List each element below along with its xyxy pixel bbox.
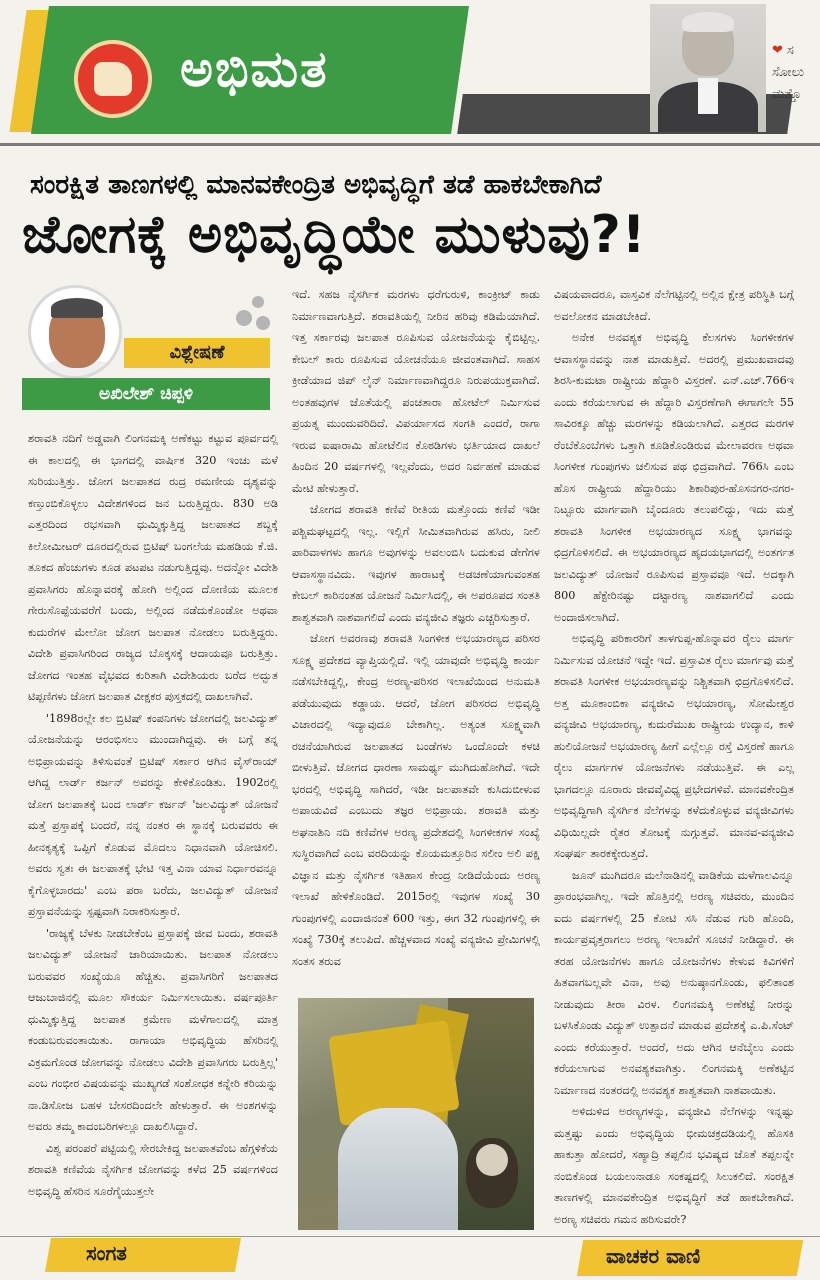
article-column-3 (554, 284, 794, 1244)
paragraph: '1898ರಲ್ಲೇ ಕಲ ಬ್ರಿಟಿಷ್ ಕಂಪನಿಗಳು ಜೋಗದಲ್ಲಿ ಜಲವಿದ್ಯುತ್ ಯೋಜನೆಯನ್ನು ಆರಂಭಿಸಲು ಮುಂದಾಗಿದ್ದವು. ಈ ಬಗ್ಗೆ ತನ್ನ ಅಭಿಪ್ರಾಯವನ್ನು ತಿಳಿಸುವಂತೆ ಬ್ರಿಟಿಷ್ ಸರ್ಕಾರ ಆಗಿನ ವೈಸ್‌ರಾಯ್ ಆಗಿದ್ದ ಲಾರ್ಡ್ ಕರ್ಜನ್ ಅವರನ್ನು ಕೇಳಿಕೊಂಡಿತು. 1902ರಲ್ಲಿ ಜೋಗ ಜಲಪಾತಕ್ಕೆ ಬಂದ ಲಾರ್ಡ್ ಕರ್ಜನ್ 'ಜಲವಿದ್ಯುತ್ ಯೋಜನೆ ಮತ್ತೆ ಪ್ರಸ್ತಾಪಕ್ಕೆ ಬಂದರೆ, ನನ್ನ ನಂತರ ಈ ಸ್ಥಾನಕ್ಕೆ ಬರುವವರು ಈ ಹೀನಕೃತ್ಯಕ್ಕೆ ಒಪ್ಪಿಗೆ ಕೊಡುವ ಮೊದಲು ನಿಧಾನವಾಗಿ ಯೋಚಿಸಲಿ. ಅವರು ಸ್ವತಃ ಈ ಜಲಪಾತಕ್ಕೆ ಭೇಟಿ ಇತ್ತ ವಿನಾ ಯಾವ ನಿರ್ಧಾರವನ್ನೂ ಕೈಗೊಳ್ಳಬಾರದು' ಎಂಬ ಪರಾ ಬರೆದು, ಜಲವಿದ್ಯುತ್ ಯೋಜನೆ ಪ್ರಸ್ತಾವನೆಯನ್ನು ಸ್ಪಷ್ಟವಾಗಿ ನಿರಾಕರಿಸುತ್ತಾರೆ. (28, 711, 278, 918)
quote-line-3: ಮತ್ತೊ (772, 87, 802, 102)
paragraph: 'ರಾಜ್ಯಕ್ಕೆ ಬೆಳಕು ನೀಡಬೇಕೆಂಬ ಪ್ರಸ್ತಾಪಕ್ಕೆ ಜೀವ ಬಂದು, ಶರಾವತಿ ಜಲವಿದ್ಯುತ್ ಯೋಜನೆ ಜಾರಿಯಾಯಿತು. ಜಲಪಾತ ನೋಡಲು ಬರುವವರ ಸಂಖ್ಯೆಯೂ ಹೆಚ್ಚಿತು. ಪ್ರವಾಸಿಗರಿಗೆ ಜಲಪಾತದ ಆಜುಬಾಜಿನಲ್ಲಿ ಮೂಲ ಸೌಕರ್ಯ ನಿರ್ಮಿಸಲಾಯಿತು. ವರ್ಷಪೂರ್ತಿ ಧುಮ್ಮಿಕ್ಕುತ್ತಿದ್ದ ಜಲಪಾತ ಕ್ರಮೇಣ ಮಳೆಗಾಲದಲ್ಲಿ ಮಾತ್ರ ಕಂಡುಬರುವಂತಾಯಿತು. ರಾಗಾಯಾ ಅಭಿವೃದ್ಧಿಯ ಹೆಸರಿನಲ್ಲಿ ವಿಕ್ರಮಗೊಂಡ ಜೋಗವನ್ನು ನೋಡಲು ವಿದೇಶಿ ಪ್ರವಾಸಿಗರು ಬರುತ್ತಿಲ್ಲ' ಎಂಬ ಗಂಭೀರ ವಿಷಯವನ್ನು ಮುಖ್ಯಗಡೆ ಸಂಶೋಧಕ ಕನ್ನೇರಿ ಕರಿಯನ್ನು ನಾ.ಡಿಸೋಜ ಬಹಳ ಬೇಸರದಿಂದಲೇ ಹೇಳುತ್ತಾರೆ. ಈ ಅಂಶಗಳನ್ನು ಅವರು ತಮ್ಮ ಕಾದಂಬರಿಗಳಲ್ಲೂ ದಾಖಲಿಸಿದ್ದಾರೆ. (28, 926, 278, 1133)
paragraph: ವಿಷಯವಾದರೂ, ವಾಸ್ತವಿಕ ನೆಲೆಗಟ್ಟಿನಲ್ಲಿ ಅಲ್ಲಿನ ಕ್ಷೇತ್ರ ಪರಿಸ್ಥಿತಿ ಬಗ್ಗೆ ಅವಲೋಕನ ಮಾಡಬೇಕಿದೆ. (554, 288, 794, 323)
article-column-1 (28, 428, 278, 1228)
article-headline: ಜೋಗಕ್ಕೆ ಅಭಿವೃದ್ಧಿಯೇ ಮುಳುವು?! (22, 205, 647, 265)
footer-section-sangata: ಸಂಗತ (86, 1241, 127, 1265)
masthead-divider (0, 143, 820, 146)
section-title: ಅಭಿಮತ (180, 40, 329, 98)
paragraph: ಜೂನ್ ಮುಗಿದರೂ ಮಲೆನಾಡಿನಲ್ಲಿ ವಾಡಿಕೆಯ ಮಳೆಗಾಲವಿನ್ನೂ ಪ್ರಾರಂಭವಾಗಿಲ್ಲ. ಇದೇ ಹೊತ್ತಿನಲ್ಲಿ ಅರಣ್ಯ ಸಚಿವರು, ಮುಂದಿನ ಐದು ವರ್ಷಗಳಲ್ಲಿ 25 ಕೋಟಿ ಸಸಿ ನೆಡುವ ಗುರಿ ಹೊಂದಿ, ಕಾರ್ಯಪ್ರವೃತ್ತರಾಗಲು ಅರಣ್ಯ ಇಲಾಖೆಗೆ ಸೂಚನೆ ನೀಡಿದ್ದಾರೆ. ಈ ತರಹ ಯೋಜನೆಗಳು ಹಾಗೂ ಯೋಜನೆಗಳು ಕೇಳುವ ಕಿವಿಗಳಿಗೆ ಹಿತವಾಗಬಲ್ಲವೇ ವಿನಾ, ಅವು ಅನುಷ್ಠಾನಗೊಂಡು, ಫಲಿತಾಂಶ ನೀಡುವುದು ತೀರಾ ವಿರಳ. ಲಿಂಗನಮಕ್ಕಿ ಅಣೆಕಟ್ಟೆ ನೀರನ್ನು ಬಳಸಿಕೊಂಡು ವಿದ್ಯುತ್ ಉತ್ಪಾದನೆ ಮಾಡುವ ಪ್ರದೇಶಕ್ಕೆ ಎ.ಪಿ.ಸೆಂಟ್ ಎಂದು ಕರೆಯುತ್ತಾರೆ. ಅಂದರೆ, ಅದು ಆಗಿನ ಆನೆಬೈಲು ಎಂದು ಕರೆಯಲಾಗುವ ಅನವಶ್ಯಕವಾಗಿತ್ತು. ಲಿಂಗನಮಕ್ಕಿ ಅಣೆಕಟ್ಟಿನ ನಿರ್ಮಾಣದ ನಂತರದಲ್ಲಿ ಅನವಶ್ಯಕ ಶಾಶ್ವತವಾಗಿ ನಾಶವಾಯಿತು. (554, 868, 794, 1097)
article-photo (298, 998, 534, 1230)
analysis-label: ವಿಶ್ಲೇಷಣೆ (124, 338, 270, 368)
quote-author-photo (650, 4, 766, 132)
quote-line-1: ಸ (787, 43, 794, 58)
footer-section-readers-voice: ವಾಚಕರ ವಾಣಿ (606, 1244, 701, 1268)
paragraph: ಅನೇಕ ಅನವಶ್ಯಕ ಅಭಿವೃದ್ಧಿ ಕೆಲಸಗಳು ಸಿಂಗಳೀಕಗಳ ಆವಾಸಸ್ಥಾನವನ್ನು ನಾಶ ಮಾಡುತ್ತಿವೆ. ಅದರಲ್ಲಿ ಪ್ರಮುಖವಾದವು ಶಿರಸಿ-ಕುಮಟಾ ರಾಷ್ಟ್ರೀಯ ಹೆದ್ದಾರಿ ವಿಸ್ತರಣೆ. ಎನ್.ಎಚ್.766ಇ ಎಂದು ಕರೆಯಲಾಗುವ ಈ ಹೆದ್ದಾರಿ ವಿಸ್ತರಣೆಗಾಗಿ ಈಗಾಗಲೇ 55 ಸಾವಿರಕ್ಕೂ ಹೆಚ್ಚು ಮರಗಳನ್ನು ಕಡಿಯಲಾಗಿದೆ. ಎತ್ತರದ ಮರಗಳ ರೆಂಬೆಕೊಂಬೆಗಳು ಒತ್ತಾಗಿ ಕೂಡಿಕೊಂಡಿರುವ ಮೇಲಾವರಣ ಅಥವಾ ಸಿಂಗಳೀಕ ಗುಂಪುಗಳು ಚಲಿಸುವ ಪಥ ಛಿದ್ರವಾಗಿದೆ. 766ಸಿ ಎಂಬ ಹೊಸ ರಾಷ್ಟ್ರೀಯ ಹೆದ್ದಾರಿಯು ಶಿಕಾರಿಪುರ-ಹೊಸನಗರ-ನಗರ-ನಿಟ್ಟೂರು ಮಾರ್ಗವಾಗಿ ಬೈಂದೂರು ತಲುಪಲಿದ್ದು, ಇದು ಮತ್ತೆ ಶರಾವತಿ ಸಿಂಗಳೀಕ ಅಭಯಾರಣ್ಯದ ಸೂಕ್ಷ್ಮ ಭಾಗವನ್ನು ಛಿದ್ರಗೊಳಿಸಲಿದೆ. ಈ ಅಭಯಾರಣ್ಯದ ಹೃದಯಭಾಗದಲ್ಲಿ ಅಂತರ್ಗತ ಜಲವಿದ್ಯುತ್ ಯೋಜನೆ ರೂಪಿಸುವ ಪ್ರಸ್ತಾವವೂ ಇದೆ. ಅದಕ್ಕಾಗಿ 800 ಹೆಕ್ಟೇರಿನಷ್ಟು ದಟ್ಟಾರಣ್ಯ ನಾಶವಾಗಲಿದೆ ಎಂದು ಅಂದಾಜಿಸಲಾಗಿದೆ. (554, 331, 794, 624)
paragraph: ಅಳಿದುಳಿದ ಅರಣ್ಯಗಳನ್ನು, ವನ್ಯಜೀವಿ ನೆಲೆಗಳನ್ನು ಇನ್ನಷ್ಟು ಮತ್ತಷ್ಟು ಎಂದು ಅಭಿವೃದ್ಧಿಯ ಭೀಮಚಕ್ರದಡಿಯಲ್ಲಿ ಹೊಸಕಿ ಹಾಕುತ್ತಾ ಹೋದರೆ, ಸಹ್ಯಾದ್ರಿ ತಪ್ಪಲಿನ ಭವಿಷ್ಯದ ಜೊತೆ ತಪ್ಪಲನ್ನೇ ನಂಬಿಕೊಂಡ ಬಯಲುನಾಡೂ ಸಂಕಷ್ಟದಲ್ಲಿ ಸಿಲುಕಲಿದೆ. ಸಂರಕ್ಷಿತ ತಾಣಗಳಲ್ಲಿ ಮಾನವಕೇಂದ್ರಿತ ಅಭಿವೃದ್ಧಿಗೆ ತಡೆ ಹಾಕಬೇಕಾಗಿದೆ. ಅರಣ್ಯ ಸಚಿವರು ಗಮನ ಹರಿಸುವರೇ? (554, 1105, 794, 1226)
paragraph: ಶರಾವತಿ ನದಿಗೆ ಅಡ್ಡವಾಗಿ ಲಿಂಗನಮಕ್ಕಿ ಅಣೆಕಟ್ಟು ಕಟ್ಟುವ ಪೂರ್ವದಲ್ಲಿ ಈ ಕಾಲದಲ್ಲಿ ಈ ಭಾಗದಲ್ಲಿ ವಾರ್ಷಿಕ 320 ಇಂಚು ಮಳೆ ಸುರಿಯುತ್ತಿತ್ತು. ಜೋಗ ಜಲಪಾತದ ರುದ್ರ ರಮಣೀಯ ದೃಶ್ಯವನ್ನು ಕಣ್ತುಂಬಿಕೊಳ್ಳಲು ವಿದೇಶಗಳಿಂದ ಜನ ಬರುತ್ತಿದ್ದರು. 830 ಅಡಿ ಎತ್ತರದಿಂದ ರಭಸವಾಗಿ ಧುಮ್ಮಿಕ್ಕುತ್ತಿದ್ದ ಜಲಪಾತದ ಶಬ್ದಕ್ಕೆ ಕಿಲೋಮೀಟರ್ ದೂರದಲ್ಲಿರುವ ಬ್ರಿಟಿಷ್ ಬಂಗಲೆಯ ಮಹಡಿಯ ಕೆ.ಜಿ. ತೂಕದ ಹೆಂಚುಗಳು ಕೂಡ ಪಟಪಟ ನಡುಗುತ್ತಿದ್ದವು. ಅದನ್ನೋ ವಿದೇಶಿ ಪ್ರವಾಸಿಗರು ಹೊನ್ನಾವರಕ್ಕೆ ಹೋಗಿ ಅಲ್ಲಿಂದ ದೋಣಿಯ ಮೂಲಕ ಗೇರುಸೊಪ್ಪೆಯವರೆಗೆ ಬಂದು, ಅಲ್ಲಿಂದ ನಡೆದುಕೊಂಡೋ ಅಥವಾ ಕುದುರೆಗಳ ಮೇಲೋ ಜೋಗ ಜಲಪಾತ ನೋಡಲು ಬರುತ್ತಿದ್ದರು. ವಿದೇಶಿ ಪ್ರವಾಸಿಗರಿಂದ ರಾಜ್ಯದ ಬೊಕ್ಕಸಕ್ಕೆ ಆದಾಯವೂ ಬರುತ್ತಿತ್ತು. ಜೋಗದ ಇಂತಹ ವೈಭವದ ಕುರಿತಾಗಿ ವಿದೇಶಿಯರು ಬರೆದ ಅದ್ಭುತ ಟಿಪ್ಪಣಿಗಳು ಜೋಗ ಜಲಪಾತ ವೀಕ್ಷಕರ ಪುಸ್ತಕದಲ್ಲಿ ದಾಖಲಾಗಿವೆ. (28, 432, 278, 703)
author-name: ಅಖಿಲೇಶ್ ಚಿಪ್ಪಳಿ (22, 378, 270, 410)
paragraph: ಅಭಿವೃದ್ಧಿ ಪರಿಕಾರರಿಗೆ ತಾಳಗುಪ್ಪ-ಹೊನ್ನಾವರ ರೈಲು ಮಾರ್ಗ ನಿರ್ಮಿಸುವ ಯೋಚನೆ ಇದ್ದೇ ಇದೆ. ಪ್ರಸ್ತಾವಿತ ರೈಲು ಮಾರ್ಗವು ಮತ್ತೆ ಶರಾವತಿ ಸಿಂಗಳೀಕ ಅಭಯಾರಣ್ಯವನ್ನು ನಿಶ್ಚಿತವಾಗಿ ಛಿದ್ರಗೊಳಿಸಲಿದೆ. ಅತ್ತ ಮೂಕಾಂಬಿಕಾ ವನ್ಯಜೀವಿ ಅಭಯಾರಣ್ಯ, ಸೋಮೇಶ್ವರ ವನ್ಯಜೀವಿ ಅಭಯಾರಣ್ಯ, ಕುದುರೆಮುಖ ರಾಷ್ಟ್ರೀಯ ಉದ್ಯಾನ, ಕಾಳಿ ಹುಲಿಯೋಜನೆ ಅಭಯಾರಣ್ಯ ಹೀಗೆ ಎಲ್ಲೆಲ್ಲೂ ರಸ್ತೆ ವಿಸ್ತರಣೆ ಹಾಗೂ ರೈಲು ಮಾರ್ಗಗಳ ಯೋಜನೆಗಳು ನಡೆಯುತ್ತಿವೆ. ಈ ಎಲ್ಲ ಭಾಗದಲ್ಲೂ ನೂರಾರು ಜೀವವೈವಿಧ್ಯ ಪ್ರಭೇದಗಳಿವೆ. ಮಾನವಕೇಂದ್ರಿತ ಅಭಿವೃದ್ಧಿಗಾಗಿ ನೈಸರ್ಗಿಕ ನೆಲೆಗಳನ್ನು ಕಳೆದುಕೊಳ್ಳುವ ವನ್ಯಜೀವಿಗಳು ವಿಧಿಯಿಲ್ಲದೇ ರೈತರ ತೋಟಕ್ಕೆ ನುಗ್ಗುತ್ತವೆ. ಮಾನವ-ವನ್ಯಜೀವಿ ಸಂಘರ್ಷ ತಾರಕಕ್ಕೇರುತ್ತದೆ. (554, 632, 794, 860)
newspaper-logo-icon (74, 40, 152, 118)
daily-quote (772, 40, 820, 106)
author-avatar (28, 285, 122, 379)
paragraph: ಜೋಗದ ಶರಾವತಿ ಕಣಿವೆ ರೀತಿಯ ಮತ್ತೊಂದು ಕಣಿವೆ ಇಡೀ ಪಶ್ಚಿಮಘಟ್ಟದಲ್ಲಿ ಇಲ್ಲ. ಇಲ್ಲಿಗೆ ಸೀಮಿತವಾಗಿರುವ ಹಸಿರು, ನೀಲಿ ಪಾರಿವಾಳಗಳು ಹಾಗೂ ಅವುಗಳನ್ನು ಅವಲಂಬಿಸಿ ಬದುಕುವ ಡೇಗೆಗಳ ಆವಾಸಸ್ಥಾನವಿದು. ಇವುಗಳ ಹಾರಾಟಕ್ಕೆ ಅಡಚಣೆಯಾಗುವಂತಹ ಕೇಬಲ್ ಕಾರಿನಂತಹ ಯೋಜನೆ ನಿರ್ಮಿಸಿದಲ್ಲಿ, ಈ ಅಪರೂಪದ ಸಂತತಿ ಶಾಶ್ವತವಾಗಿ ನಾಶವಾಗಲಿದೆ ಎಂದು ವನ್ಯಜೀವಿ ತಜ್ಞರು ಎಚ್ಚರಿಸುತ್ತಾರೆ. (292, 503, 540, 624)
quote-line-2: ಸೋಲು (772, 65, 805, 80)
article-column-2 (292, 284, 540, 970)
masthead (0, 0, 820, 140)
article-kicker: ಸಂರಕ್ಷಿತ ತಾಣಗಳಲ್ಲಿ ಮಾನವಕೇಂದ್ರಿತ ಅಭಿವೃದ್ಧಿಗೆ ತಡೆ ಹಾಕಬೇಕಾಗಿದೆ (30, 170, 602, 200)
paragraph: ಜೋಗ ಅವರಣವು ಶರಾವತಿ ಸಿಂಗಳೀಕ ಅಭಯಾರಣ್ಯದ ಪರಿಸರ ಸೂಕ್ಷ್ಮ ಪ್ರದೇಶದ ವ್ಯಾಪ್ತಿಯಲ್ಲಿದೆ. ಇಲ್ಲಿ ಯಾವುದೇ ಅಭಿವೃದ್ಧಿ ಕಾರ್ಯ ನಡೆಸಬೇಕಿದ್ದಲ್ಲಿ, ಕೇಂದ್ರ ಅರಣ್ಯ-ಪರಿಸರ ಇಲಾಖೆಯಿಂದ ಅನುಮತಿ ಪಡೆಯುವುದು ಕಡ್ಡಾಯ. ಆದರೆ, ಜೋಗ ಪರಿಸರದ ಅಭಿವೃದ್ಧಿ ವಿಚಾರದಲ್ಲಿ ಇದ್ಯಾವುದೂ ಬೇಕಾಗಿಲ್ಲ. ಅತ್ಯಂತ ಸೂಕ್ಷ್ಮವಾಗಿ ರಚನೆಯಾಗಿರುವ ಜಲಪಾತದ ಬಂಡೆಗಳು ಒಂದೊಂದೇ ಕಳಚಿ ಬೀಳುತ್ತಿವೆ. ಜೋಗದ ಧಾರಣಾ ಸಾಮರ್ಥ್ಯ ಮುಗಿದುಹೋಗಿದೆ. ಇದೇ ಭರದಲ್ಲಿ ಅಭಿವೃದ್ಧಿ ಸಾಗಿದರೆ, ಇಡೀ ಜಲಪಾತವೇ ಕುಸಿದುಬೀಳುವ ಅಪಾಯವಿದೆ ಎಂಬುದು ತಜ್ಞರ ಅಭಿಪ್ರಾಯ. ಶರಾವತಿ ಮತ್ತು ಅಘನಾಶಿನಿ ನದಿ ಕಣಿವೆಗಳ ಅರಣ್ಯ ಪ್ರದೇಶದಲ್ಲಿ ಸಿಂಗಳೀಕಗಳ ಸಂಖ್ಯೆ ಸುಸ್ಥಿರವಾಗಿದೆ ಎಂಬ ವರದಿಯನ್ನು ಕೊಯಮತ್ತೂರಿನ ಸಲೀಂ ಅಲಿ ಪಕ್ಷಿ ವಿಜ್ಞಾನ ಮತ್ತು ನೈಸರ್ಗಿಕ ಇತಿಹಾಸ ಕೇಂದ್ರ ನೀಡಿದೆಯೆಂದು ಅರಣ್ಯ ಇಲಾಖೆ ಹೇಳಿಕೊಂಡಿದೆ. 2015ರಲ್ಲಿ ಇವುಗಳ ಸಂಖ್ಯೆ 30 ಗುಂಪುಗಳಲ್ಲಿ ಎಂದಾಜಿನಂತೆ 600 ಇತ್ತು, ಈಗ 32 ಗುಂಪುಗಳಲ್ಲಿ ಈ ಸಂಖ್ಯೆ 730ಕ್ಕೆ ತಲುಪಿದೆ. ಹೆಚ್ಚಳವಾದ ಸಂಖ್ಯೆ ವನ್ಯಜೀವಿ ಪ್ರೇಮಿಗಳಲ್ಲಿ ಸಂತಸ ತರುವ (292, 632, 540, 968)
heart-icon: ❤ (772, 43, 783, 58)
footer-left-band (45, 1238, 241, 1272)
paragraph: ಇದೆ. ಸಹಜ ನೈಸರ್ಗಿಕ ಮರಗಳು ಧರೆಗುರುಳಿ, ಕಾಂಕ್ರೀಟ್ ಕಾಡು ನಿರ್ಮಾಣವಾಗುತ್ತಿದೆ. ಶರಾವತಿಯಲ್ಲಿ ನೀರಿನ ಹರಿವು ಕಡಿಮೆಯಾಗಿದೆ. ಇತ್ತ ಸರ್ಕಾರವು ಜಲಪಾತ ರೂಪಿಸುವ ಯೋಜನೆಯನ್ನು ಕೈಬಿಟ್ಟಿಲ್ಲ. ಕೇಬಲ್ ಕಾರು ರೂಪಿಸುವ ಯೋಚನೆಯೂ ಜೀವಂತವಾಗಿದೆ. ಸಾಹಸ ಕ್ರೀಡೆಯಾದ ಜಿಪ್ ಲೈನ್ ನಿರ್ಮಾಣವಾಗಿದ್ದರೂ ನಿರುಪಯುಕ್ತವಾಗಿದೆ. ಅಂತಹವುಗಳ ಜೊತೆಯಲ್ಲಿ ಪಂಚತಾರಾ ಹೋಟೆಲ್ ನಿರ್ಮಿಸುವ ಪ್ರಯತ್ನ ಮುಂದುವರಿದಿದೆ. ವಿಪರ್ಯಾಸದ ಸಂಗತಿ ಎಂದರೆ, ರಾಗಾ ಇರುವ ಐಷಾರಾಮಿ ಹೋಟೆಲಿನ ಕೊಠಡಿಗಳು ಭರ್ತಿಯಾದ ದಾಖಲೆ ಹಿಂದಿನ 20 ವರ್ಷಗಳಲ್ಲಿ ಇಲ್ಲವೆಂದು, ಅದರ ನಿರ್ವಹಣೆ ಮಾಡುವ ಮೇಟಿ ಹೇಳುತ್ತಾರೆ. (292, 288, 540, 495)
paragraph: ವಿಶ್ವ ಪರಂಪರೆ ಪಟ್ಟಿಯಲ್ಲಿ ಸೇರಬೇಕಿದ್ದ ಜಲಪಾತವೆಂಬ ಹೆಗ್ಗಳಿಕೆಯ ಶರಾವತಿ ಕಣಿವೆಯ ನೈಸರ್ಗಿಕ ಜೋಗವನ್ನು ಕಳೆದ 25 ವರ್ಷಗಳಿಂದ ಅಭಿವೃದ್ಧಿ ಹೆಸರಿನ ಸೂರೆಗೈಯುತ್ತಲೇ (28, 1141, 278, 1198)
footer-divider (0, 1236, 820, 1237)
